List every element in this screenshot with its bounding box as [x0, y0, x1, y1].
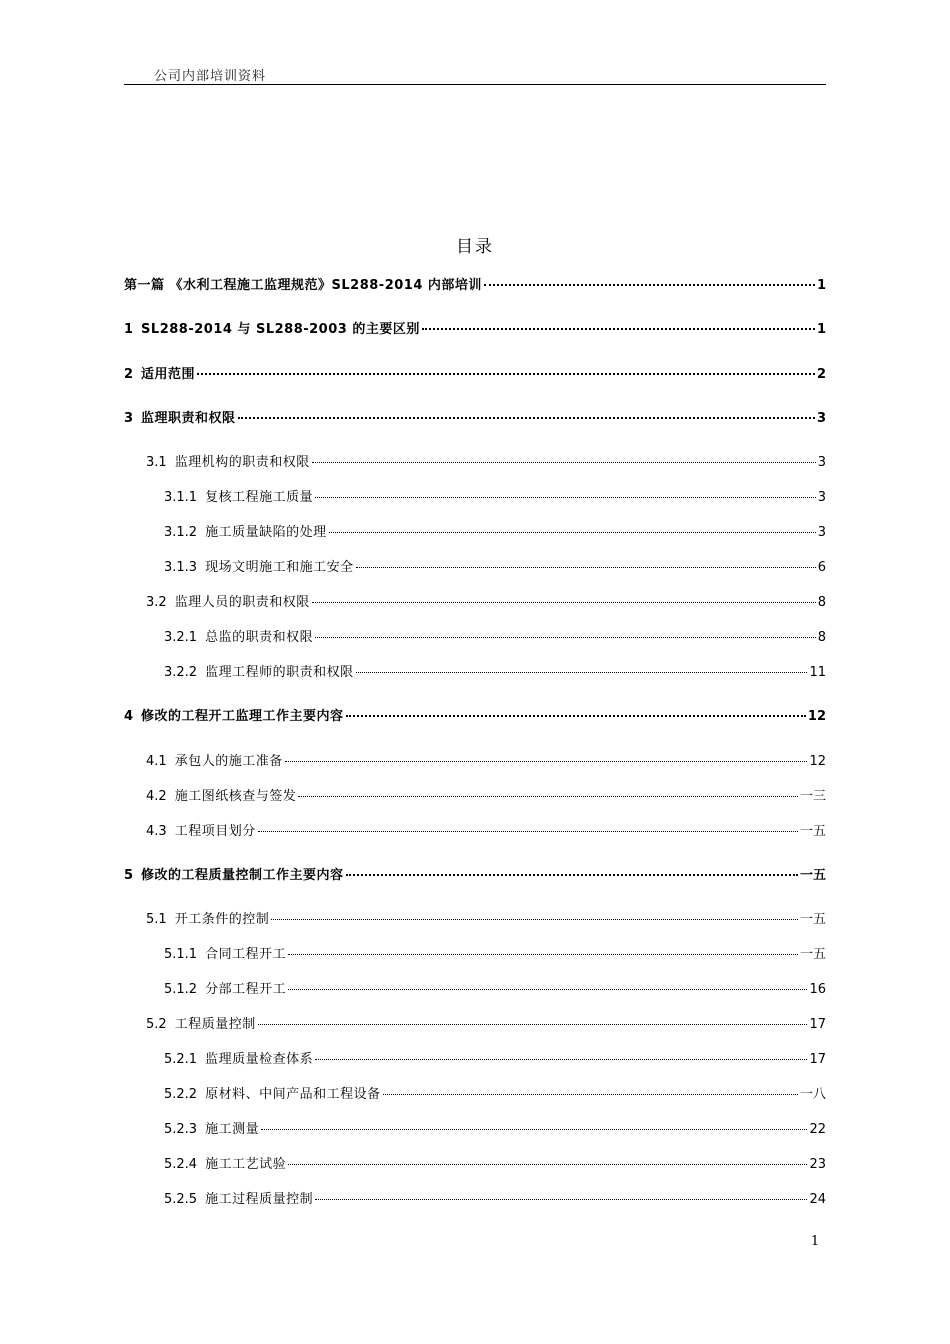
dot-leader: [329, 532, 816, 533]
toc-entry-page: 一八: [799, 1087, 826, 1102]
toc-entry-number: 4.2: [146, 789, 167, 804]
toc-entry[interactable]: [124, 708, 826, 726]
dot-leader: [298, 796, 798, 797]
dot-leader: [238, 417, 815, 419]
toc-entry[interactable]: [164, 559, 826, 577]
toc-entry-page: 8: [817, 595, 826, 610]
toc-entry[interactable]: [124, 277, 826, 295]
toc-entry-text: 修改的工程开工监理工作主要内容: [141, 709, 344, 724]
toc-entry-number: 4.3: [146, 824, 167, 839]
toc-entry[interactable]: [146, 911, 826, 929]
toc-entry[interactable]: [164, 981, 826, 999]
toc-entry-page: 11: [809, 665, 826, 680]
toc-entry-text: 工程项目划分: [174, 824, 256, 839]
dot-leader: [346, 715, 806, 717]
toc-entry-page: 一五: [799, 912, 826, 927]
toc-entry[interactable]: [146, 788, 826, 806]
toc-entry[interactable]: [124, 366, 826, 384]
toc-entry-number: 3.1.2: [164, 525, 198, 540]
toc-entry-number: 5.2.3: [164, 1122, 198, 1137]
toc-entry-number: 1: [124, 322, 134, 337]
toc-entry-page: 一三: [799, 789, 826, 804]
toc-entry-number: 3: [124, 411, 134, 426]
toc-entry-number: 3.1.3: [164, 560, 198, 575]
toc-entry-number: 3.2.1: [164, 630, 198, 645]
toc-entry-page: 3: [817, 455, 826, 470]
toc-entry[interactable]: [164, 489, 826, 507]
toc-entry-page: 1: [816, 278, 826, 293]
dot-leader: [271, 919, 798, 920]
toc-entry-text: 监理质量检查体系: [205, 1052, 314, 1067]
dot-leader: [288, 1164, 807, 1165]
toc-entry-text: 原材料、中间产品和工程设备: [205, 1087, 381, 1102]
toc-entry[interactable]: [146, 1016, 826, 1034]
toc-entry[interactable]: [164, 1121, 826, 1139]
dot-leader: [197, 373, 815, 375]
toc-entry-page: 17: [809, 1052, 826, 1067]
toc-entry-text: 施工图纸核查与签发: [174, 789, 297, 804]
page-number: 1: [810, 1234, 820, 1249]
toc-entry-page: 23: [809, 1157, 826, 1172]
page-header: [124, 64, 826, 85]
toc-entry-page: 3: [817, 490, 826, 505]
dot-leader: [312, 602, 816, 603]
toc-entry-number: 5.1.1: [164, 947, 198, 962]
toc-entry-number: 5.1.2: [164, 982, 198, 997]
toc-entry[interactable]: [124, 410, 826, 428]
toc-entry[interactable]: [146, 753, 826, 771]
toc-entry-number: 5: [124, 868, 134, 883]
dot-leader: [288, 989, 807, 990]
dot-leader: [315, 497, 816, 498]
toc-entry-text: 总监的职责和权限: [205, 630, 314, 645]
toc-entry-number: 4: [124, 709, 134, 724]
dot-leader: [356, 567, 816, 568]
dot-leader: [261, 1129, 807, 1130]
toc-entry[interactable]: [164, 524, 826, 542]
toc-title: 目录: [456, 237, 494, 257]
toc-entry-number: 4.1: [146, 754, 167, 769]
toc-entry-text: 施工工艺试验: [205, 1157, 287, 1172]
toc-entry-text: 合同工程开工: [205, 947, 287, 962]
toc-entry-number: 3.2.2: [164, 665, 198, 680]
toc-entry[interactable]: [164, 1086, 826, 1104]
toc-entry-text: SL288-2014 与 SL288-2003 的主要区别: [141, 322, 420, 337]
dot-leader: [383, 1094, 798, 1095]
toc-entry-page: 一五: [799, 824, 826, 839]
toc-entry-text: 承包人的施工准备: [174, 754, 283, 769]
dot-leader: [315, 1199, 807, 1200]
toc-entry-number: 5.2.5: [164, 1192, 198, 1207]
toc-entry-page: 6: [817, 560, 826, 575]
toc-entry-page: 一五: [799, 868, 826, 883]
toc-entry-text: 分部工程开工: [205, 982, 287, 997]
toc-entry-number: 5.1: [146, 912, 167, 927]
dot-leader: [285, 761, 808, 762]
toc-entry-page: 一五: [799, 947, 826, 962]
dot-leader: [422, 328, 815, 330]
toc-entry-text: 现场文明施工和施工安全: [205, 560, 354, 575]
toc-entry-number: 3.1.1: [164, 490, 198, 505]
toc-entry-text: 复核工程施工质量: [205, 490, 314, 505]
toc-entry-text: 工程质量控制: [174, 1017, 256, 1032]
toc-entry-page: 12: [807, 709, 826, 724]
dot-leader: [258, 831, 798, 832]
toc-entry-page: 16: [809, 982, 826, 997]
toc-entry-text: 监理机构的职责和权限: [174, 455, 310, 470]
dot-leader: [315, 1059, 807, 1060]
toc-entry-number: 5.2: [146, 1017, 167, 1032]
toc-entry-page: 24: [809, 1192, 826, 1207]
toc-entry-page: 17: [809, 1017, 826, 1032]
dot-leader: [312, 462, 816, 463]
toc-entry[interactable]: [124, 867, 826, 885]
toc-entry[interactable]: [164, 1051, 826, 1069]
toc-entry-number: 5.2.2: [164, 1087, 198, 1102]
toc-entry-text: 施工测量: [205, 1122, 260, 1137]
dot-leader: [315, 637, 816, 638]
toc-entry[interactable]: [164, 1156, 826, 1174]
toc-entry-page: 8: [817, 630, 826, 645]
dot-leader: [356, 672, 808, 673]
toc-entry-number: 3.1: [146, 455, 167, 470]
toc-entry-text: 修改的工程质量控制工作主要内容: [141, 868, 344, 883]
dot-leader: [346, 874, 798, 876]
toc-entry-text: 监理人员的职责和权限: [174, 595, 310, 610]
toc-entry-number: 2: [124, 367, 134, 382]
toc-entry-text: 施工过程质量控制: [205, 1192, 314, 1207]
toc-entry-text: 开工条件的控制: [174, 912, 270, 927]
toc-entry[interactable]: [146, 823, 826, 841]
toc-entry[interactable]: [164, 1191, 826, 1209]
toc-entry-text: 监理工程师的职责和权限: [205, 665, 354, 680]
toc-entry-page: 22: [809, 1122, 826, 1137]
toc-entry[interactable]: [164, 629, 826, 647]
toc-entry-number: 5.2.4: [164, 1157, 198, 1172]
toc-entry-text: 第一篇 《水利工程施工监理规范》SL288-2014 内部培训: [124, 278, 482, 293]
toc-entry-text: 施工质量缺陷的处理: [205, 525, 327, 540]
toc-entry[interactable]: [146, 454, 826, 472]
toc-entry-number: 3.2: [146, 595, 167, 610]
header-text: 公司内部培训资料: [154, 69, 267, 84]
toc-entry-page: 1: [816, 322, 826, 337]
toc-entry[interactable]: [164, 946, 826, 964]
toc-entry-page: 3: [816, 411, 826, 426]
toc-entry[interactable]: [164, 664, 826, 682]
toc-entry-page: 3: [817, 525, 826, 540]
toc-entry[interactable]: [146, 594, 826, 612]
toc-entry-text: 适用范围: [141, 367, 196, 382]
dot-leader: [288, 954, 798, 955]
toc-entry-number: 5.2.1: [164, 1052, 198, 1067]
dot-leader: [484, 284, 815, 286]
dot-leader: [258, 1024, 808, 1025]
toc-entry[interactable]: [124, 321, 826, 339]
toc-entry-page: 2: [816, 367, 826, 382]
toc-entry-text: 监理职责和权限: [141, 411, 236, 426]
toc-entry-page: 12: [809, 754, 826, 769]
